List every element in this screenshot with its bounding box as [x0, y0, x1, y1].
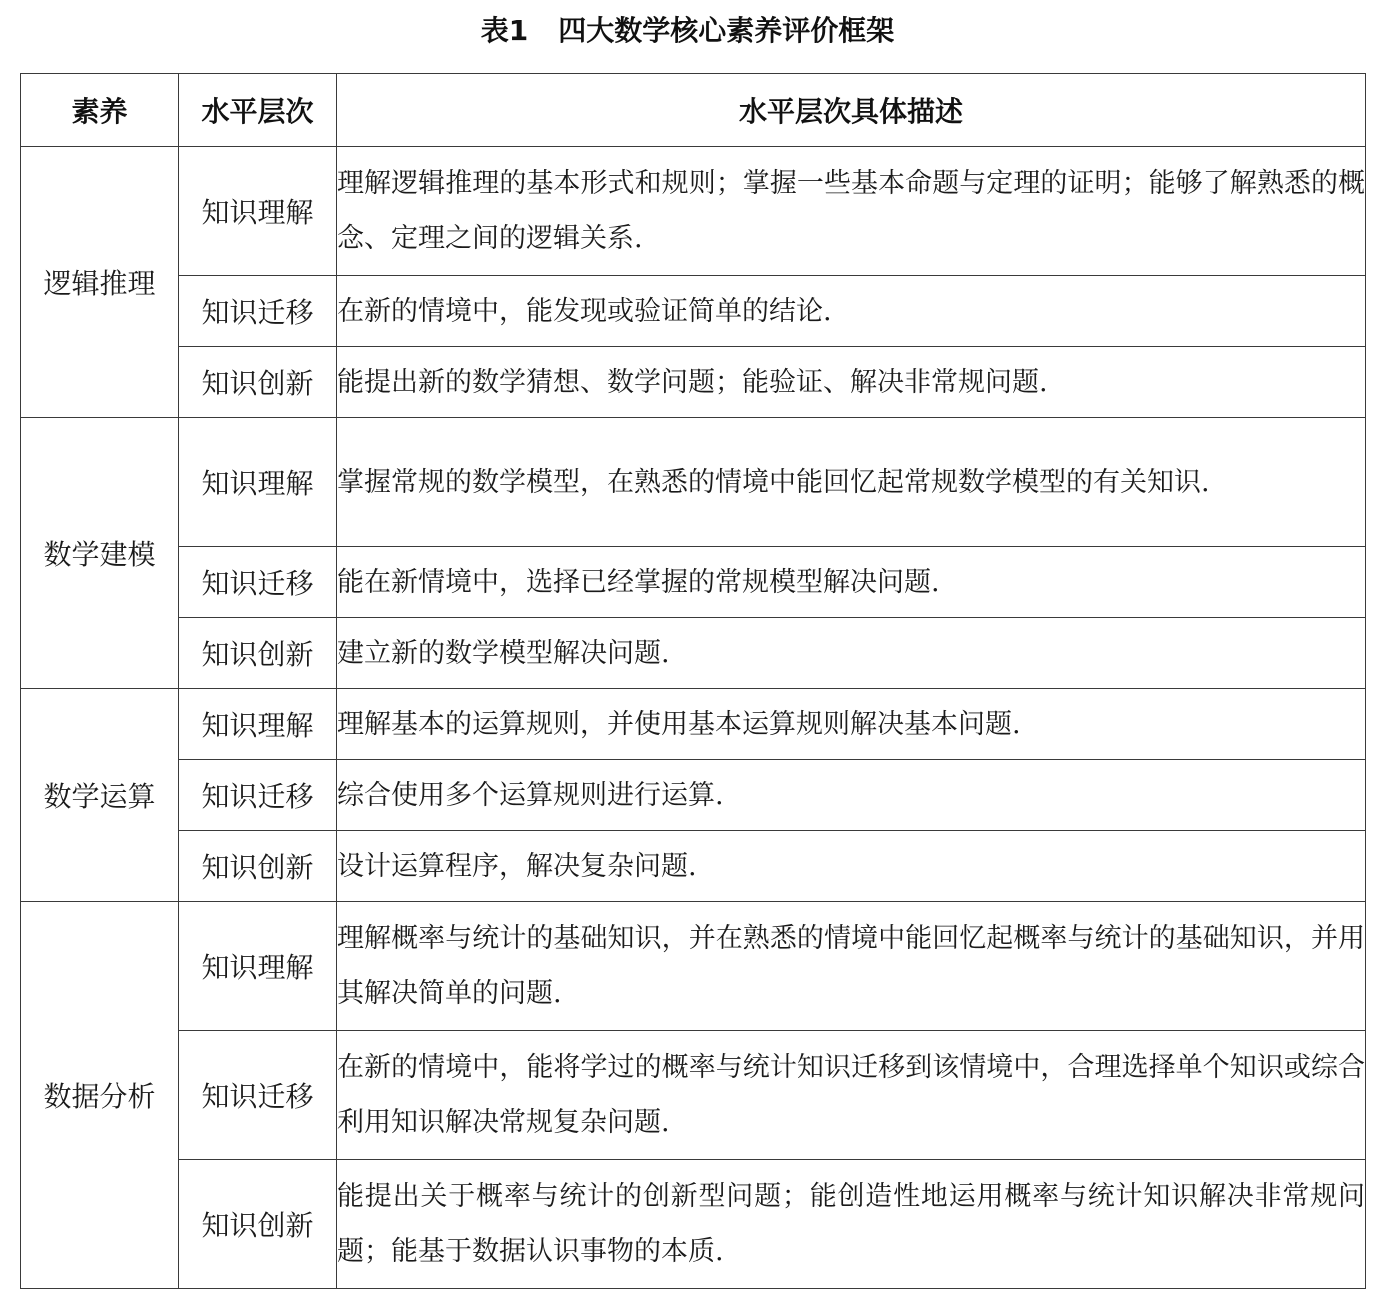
table-row — [21, 418, 1366, 547]
suyang-cell: 数学建模 — [21, 418, 179, 689]
table-row — [21, 618, 1366, 689]
level-cell: 知识迁移 — [179, 276, 337, 347]
table-row — [21, 276, 1366, 347]
level-cell: 知识创新 — [179, 618, 337, 689]
description-cell: 综合使用多个运算规则进行运算. — [337, 760, 1366, 831]
table-row — [21, 689, 1366, 760]
table-caption — [0, 6, 1375, 56]
table-row — [21, 760, 1366, 831]
description-cell: 能提出新的数学猜想、数学问题；能验证、解决非常规问题. — [337, 347, 1366, 418]
description-cell: 能在新情境中，选择已经掌握的常规模型解决问题. — [337, 547, 1366, 618]
description-cell: 能提出关于概率与统计的创新型问题；能创造性地运用概率与统计知识解决非常规问题；能基于数据认识事物的本质. — [337, 1160, 1366, 1289]
description-cell: 建立新的数学模型解决问题. — [337, 618, 1366, 689]
level-cell: 知识创新 — [179, 347, 337, 418]
header-description: 水平层次具体描述 — [337, 74, 1366, 147]
description-cell: 理解基本的运算规则，并使用基本运算规则解决基本问题. — [337, 689, 1366, 760]
header-level: 水平层次 — [179, 74, 337, 147]
description-cell: 在新的情境中，能将学过的概率与统计知识迁移到该情境中，合理选择单个知识或综合利用知识解决常规复杂问题. — [337, 1031, 1366, 1160]
suyang-cell: 数学运算 — [21, 689, 179, 902]
description-cell: 掌握常规的数学模型，在熟悉的情境中能回忆起常规数学模型的有关知识. — [337, 418, 1366, 547]
level-cell: 知识理解 — [179, 147, 337, 276]
header-suyang: 素养 — [21, 74, 179, 147]
description-cell: 在新的情境中，能发现或验证简单的结论. — [337, 276, 1366, 347]
table-row — [21, 831, 1366, 902]
description-cell: 理解逻辑推理的基本形式和规则；掌握一些基本命题与定理的证明；能够了解熟悉的概念、定理之间的逻辑关系. — [337, 147, 1366, 276]
table-row — [21, 347, 1366, 418]
description-cell: 设计运算程序，解决复杂问题. — [337, 831, 1366, 902]
level-cell: 知识迁移 — [179, 547, 337, 618]
table-row — [21, 1031, 1366, 1160]
level-cell: 知识理解 — [179, 418, 337, 547]
table-row — [21, 1160, 1366, 1289]
table-title: 四大数学核心素养评价框架 — [558, 14, 895, 47]
level-cell: 知识理解 — [179, 689, 337, 760]
level-cell: 知识创新 — [179, 1160, 337, 1289]
suyang-cell: 逻辑推理 — [21, 147, 179, 418]
description-cell: 理解概率与统计的基础知识，并在熟悉的情境中能回忆起概率与统计的基础知识，并用其解决简单的问题. — [337, 902, 1366, 1031]
table-number: 表1 — [480, 14, 529, 47]
header-row — [21, 74, 1366, 147]
suyang-cell: 数据分析 — [21, 902, 179, 1289]
level-cell: 知识理解 — [179, 902, 337, 1031]
table-row — [21, 902, 1366, 1031]
table-row — [21, 147, 1366, 276]
table-row — [21, 547, 1366, 618]
evaluation-framework-table — [20, 73, 1366, 1289]
level-cell: 知识创新 — [179, 831, 337, 902]
level-cell: 知识迁移 — [179, 1031, 337, 1160]
level-cell: 知识迁移 — [179, 760, 337, 831]
